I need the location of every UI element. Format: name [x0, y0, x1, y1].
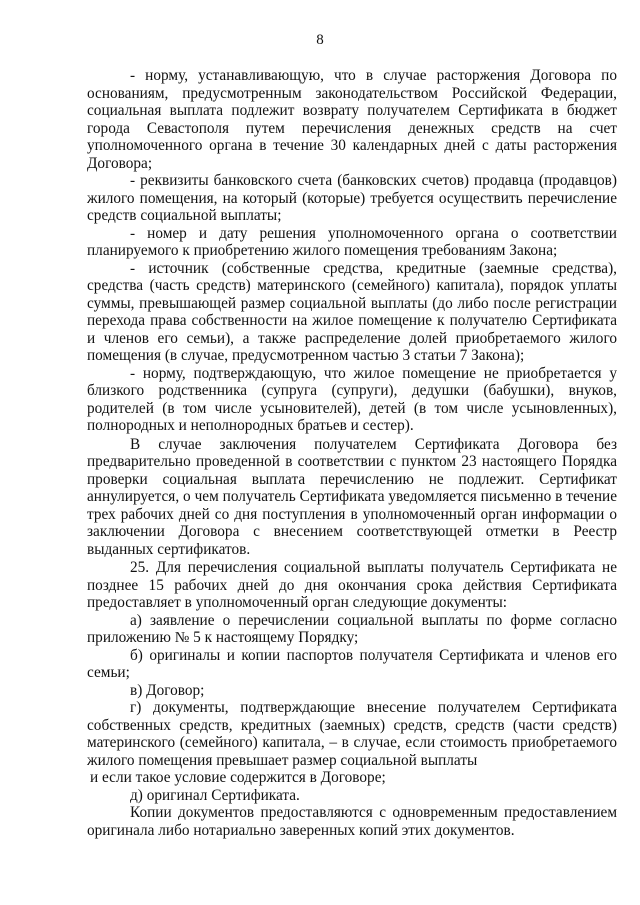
- paragraph-item-g-continuation: и если такое условие содержится в Договоре;: [90, 769, 386, 786]
- paragraph-section-25: 25. Для перечисления социальной выплаты получатель Сертификата не позднее 15 рабочих дней до дня окончания срока действия Сертификата предоставляет в уполномоченный орган следующие документы:: [87, 559, 617, 611]
- paragraph-copies: Копии документов предоставляются с одновременным предоставлением оригинала либо нотариально заверенных копий этих документов.: [87, 804, 617, 839]
- paragraph-contract-without-check: В случае заключения получателем Сертификата Договора без предварительно проведенной в соответствии с пунктом 23 настоящего Порядка проверки социальная выплата перечислению не подлежит. Сертификат аннулируется, о чем получатель Сертификата уведомляется письменно в течение трех рабочих дней со дня поступления в уполномоченный орган информации о заключении Договора с внесением соответствующей отметки в Реестр выданных сертификатов.: [87, 435, 617, 558]
- document-body: [87, 67, 617, 839]
- paragraph-item-d: д) оригинал Сертификата.: [130, 786, 300, 804]
- paragraph-item-g: г) документы, подтверждающие внесение получателем Сертификата собственных средств, кредитных (заемных) средств, средств (части средств) материнского (семейного) капитала, – в случае, если стоимость приобретаемого жилого помещения превышает размер социальной выплаты: [87, 699, 617, 769]
- page-number: 8: [316, 32, 324, 48]
- paragraph-item-a: а) заявление о перечислении социальной выплаты по форме согласно приложению № 5 к настоящему Порядку;: [87, 611, 617, 646]
- paragraph-item-b: б) оригиналы и копии паспортов получателя Сертификата и членов его семьи;: [87, 646, 617, 681]
- paragraph-decision-number: - номер и дату решения уполномоченного органа о соответствии планируемого к приобретению жилого помещения требованиям Закона;: [87, 224, 617, 259]
- paragraph-item-v: в) Договор;: [130, 681, 205, 699]
- paragraph-relatives-norm: - норму, подтверждающую, что жилое помещение не приобретается у близкого родственника (супруга (супруги), дедушки (бабушки), внуков, родителей (в том числе усыновителей), детей (в том числе усыновленных), полнородных и неполнородных братьев и сестер).: [87, 364, 617, 434]
- paragraph-funding-source: - источник (собственные средства, кредитные (заемные средства), средства (часть средств) материнского (семейного) капитала), порядок уплаты суммы, превышающей размер социальной выплаты (до либо после регистрации перехода права собственности на жилое помещение к получателю Сертификата и членов его семьи), а также распределение долей приобретаемого жилого помещения (в случае, предусмотренном частью 3 статьи 7 Закона);: [87, 259, 617, 364]
- paragraph-bank-details: - реквизиты банковского счета (банковских счетов) продавца (продавцов) жилого помещения, на который (которые) требуется осуществить перечисление средств социальной выплаты;: [87, 172, 617, 224]
- paragraph-refund-norm: - норму, устанавливающую, что в случае расторжения Договора по основаниям, предусмотренным законодательством Российской Федерации, социальная выплата подлежит возврату получателем Сертификата в бюджет города Севастополя путем перечисления денежных средств на счет уполномоченного органа в течение 30 календарных дней с даты расторжения Договора;: [87, 67, 617, 172]
